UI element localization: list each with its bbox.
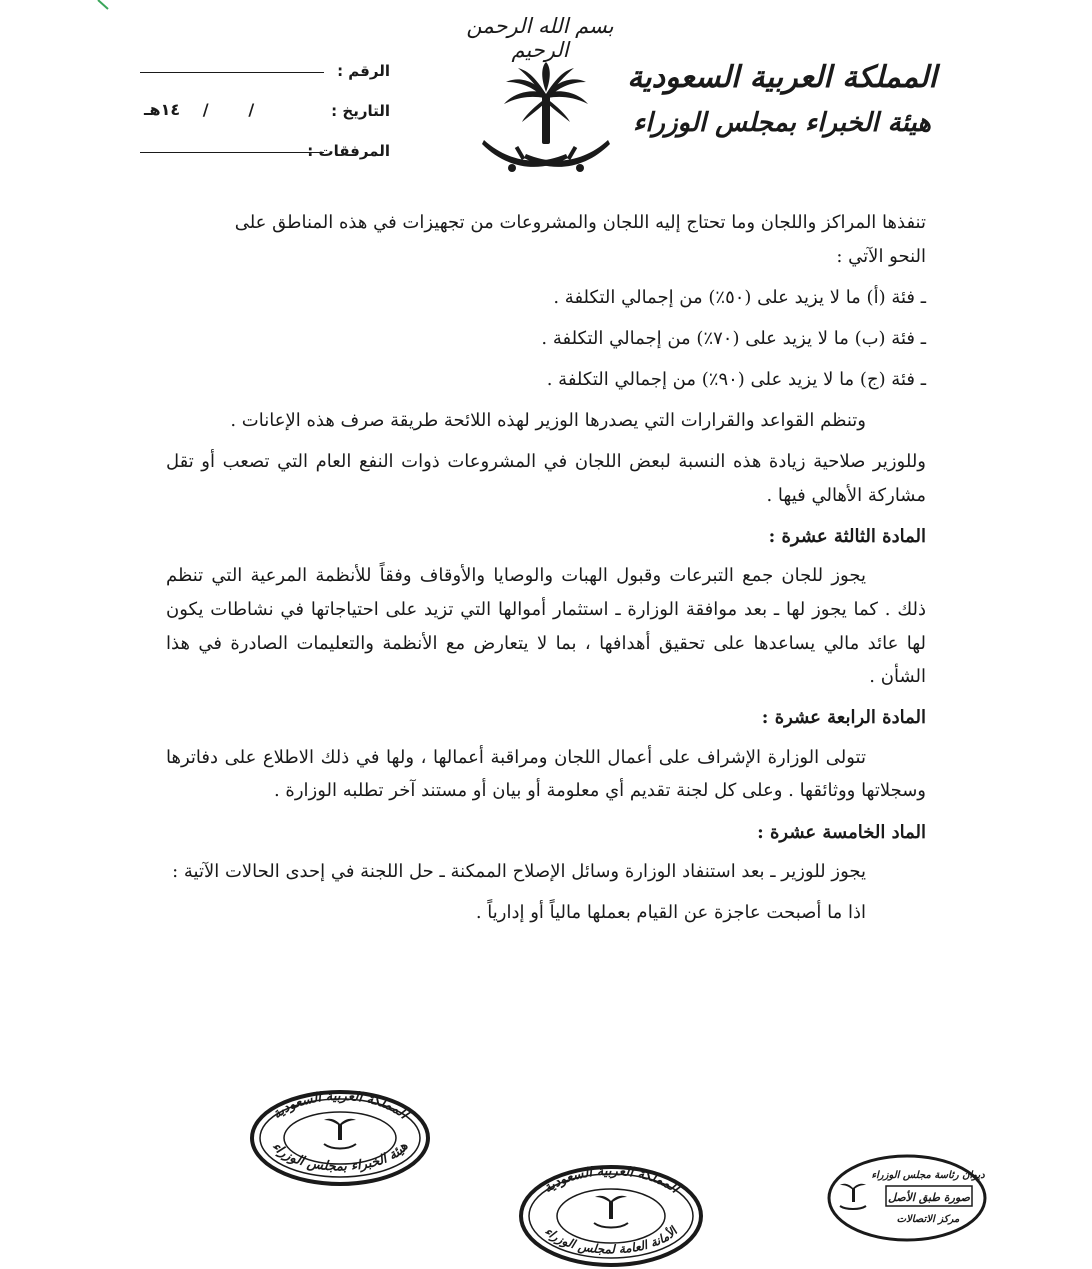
document-body	[166, 206, 926, 937]
category-a-item: ـ فئة (أ) ما لا يزيد على (٥٠٪) من إجمالي التكلفة .	[553, 286, 926, 308]
date-suffix: ١٤هـ	[144, 100, 181, 119]
seal-right-line-1: ديوان رئاسة مجلس الوزراء	[871, 1170, 985, 1181]
seal-middle-top-text: المملكة العربية السعودية	[540, 1163, 682, 1197]
date-field	[140, 98, 390, 138]
agency-title: هيئة الخبراء بمجلس الوزراء	[632, 108, 931, 138]
reference-fields	[140, 58, 390, 178]
seal-right-line-3: مركز الاتصالات	[896, 1214, 960, 1225]
article-14-text: تتولى الوزارة الإشراف على أعمال اللجان ومراقبة أعمالها ، ولها في ذلك الاطلاع على دفاترها وسجلاتها ووثائقها . وعلى كل لجنة تقديم أي معلومة أو بيان أو مستند آخر تطلبه الوزارة .	[166, 746, 926, 802]
article-15-text: يجوز للوزير ـ بعد استنفاد الوزارة وسائل الإصلاح الممكنة ـ حل اللجنة في إحدى الحالات الآتية :	[172, 861, 866, 883]
number-field	[140, 58, 390, 98]
basmala: بسم الله الرحمن الرحيم	[466, 14, 614, 62]
category-c-item: ـ فئة (ج) ما لا يزيد على (٩٠٪) من إجمالي التكلفة .	[546, 368, 926, 390]
article-15-title: الماد الخامسة عشرة :	[757, 821, 926, 843]
date-label: التاريخ :	[331, 102, 390, 120]
svg-text:المملكة العربية السعودية	[270, 1089, 413, 1124]
agency-seal-stamp	[248, 1088, 432, 1188]
seal-left-emblem-icon	[324, 1119, 356, 1149]
article-15-item-1: اذا ما أصبحت عاجزة عن القيام بعملها مالياً أو إدارياً .	[475, 902, 866, 924]
article-13-text: يجوز للجان جمع التبرعات وقبول الهبات والوصايا والأوقاف وفقاً للأنظمة المرعية التي تنظم ذلك . كما يجوز لها ـ بعد موافقة الوزارة ـ استثمار أموالها التي تزيد على احتياجاتها في نشاطات يكون لها عائد مالي يساعدها على تحقيق أهدافها ، بما لا يتعارض مع الأنظمة والتعليمات الصادرة في هذا الشأن .	[166, 565, 926, 688]
green-corner-mark	[96, 0, 116, 10]
article-13-title: المادة الثالثة عشرة :	[768, 525, 926, 547]
palm-and-swords-emblem	[478, 58, 614, 186]
rules-paragraph: وتنظم القواعد والقرارات التي يصدرها الوزير لهذه اللائحة طريقة صرف هذه الإعانات .	[230, 409, 866, 431]
council-presidency-seal-stamp	[824, 1148, 990, 1244]
svg-text:المملكة العربية السعودية	[541, 1164, 683, 1198]
article-14-title: المادة الرابعة عشرة :	[761, 707, 926, 729]
intro-line-1: تنفذها المراكز واللجان وما تحتاج إليه اللجان والمشروعات من تجهيزات في هذه المناطق على	[234, 212, 926, 233]
seal-right-emblem-icon	[840, 1184, 866, 1209]
category-b-item: ـ فئة (ب) ما لا يزيد على (٧٠٪) من إجمالي التكلفة .	[541, 327, 926, 349]
seal-left-top-text: المملكة العربية السعودية	[269, 1088, 411, 1123]
attachments-label: المرفقات :	[307, 142, 390, 160]
seal-middle-bottom-text: الأمانة العامة لمجلس الوزراء	[542, 1224, 680, 1257]
seal-right-line-2: صورة طبق الأصل	[887, 1191, 971, 1204]
general-secretariat-seal-stamp	[516, 1163, 706, 1269]
minister-paragraph: وللوزير صلاحية زيادة هذه النسبة لبعض اللجان في المشروعات ذوات النفع العام التي تصعب أو تقل مشاركة الأهالي فيها .	[166, 451, 926, 506]
seal-middle-emblem-icon	[594, 1196, 628, 1228]
seal-left-bottom-text: هيئة الخبراء بمجلس الوزراء	[268, 1139, 412, 1175]
intro-line-2: النحو الآتي :	[836, 245, 926, 267]
number-label: الرقم :	[337, 62, 390, 80]
date-placeholder: ١٤هـ / /	[144, 100, 255, 119]
attachments-line	[140, 152, 324, 153]
kingdom-title: المملكة العربية السعودية	[627, 60, 937, 95]
number-line	[140, 72, 324, 73]
attachments-field	[140, 138, 390, 178]
